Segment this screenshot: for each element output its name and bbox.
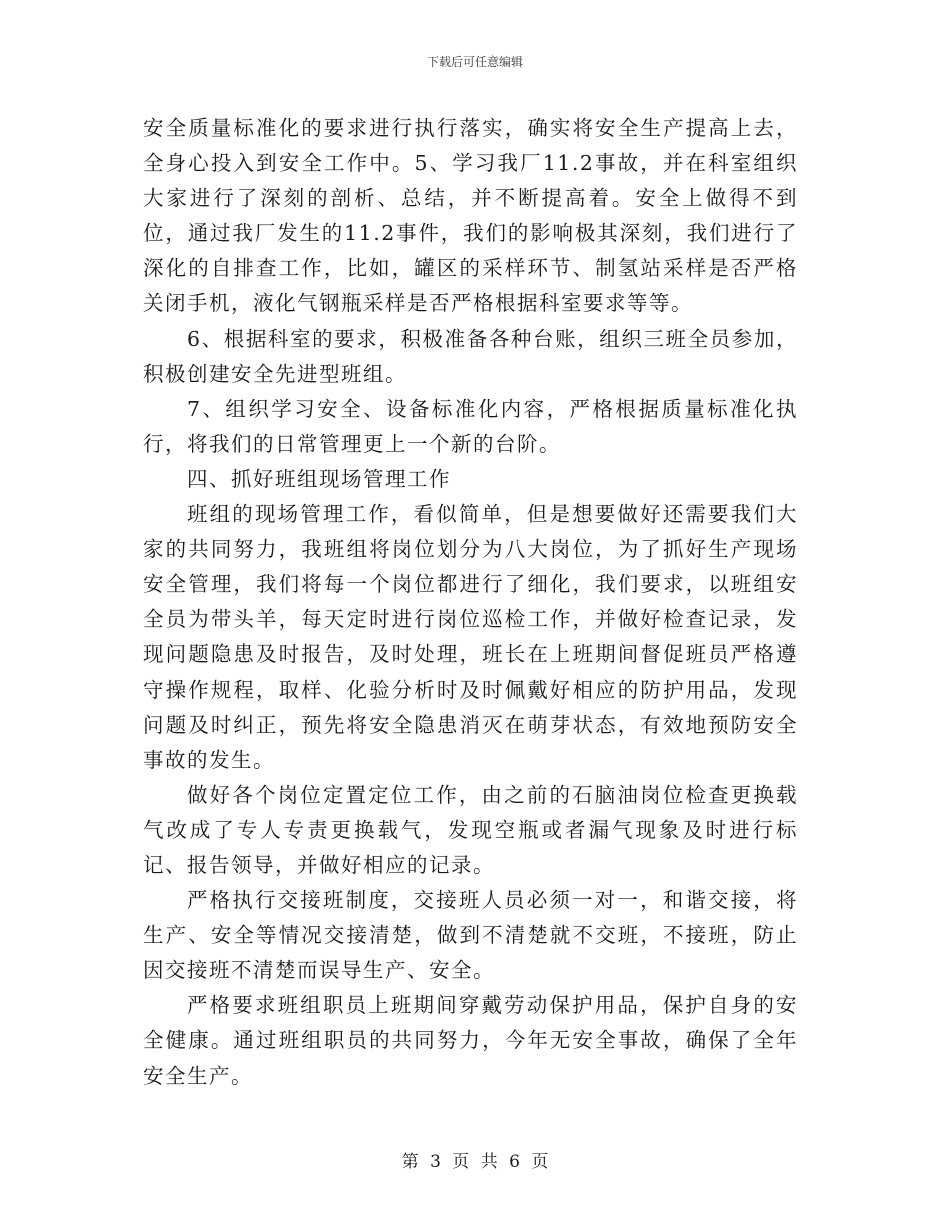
paragraph-6: 做好各个岗位定置定位工作，由之前的石脑油岗位检查更换载气改成了专人专责更换载气，发现空瓶或者漏气现象及时进行标记、报告领导，并做好相应的记录。: [143, 782, 798, 877]
paragraph-8: 严格要求班组职员上班期间穿戴劳动保护用品，保护自身的安全健康。通过班组职员的共同努力，今年无安全事故，确保了全年安全生产。: [143, 993, 798, 1088]
paragraph-1: 安全质量标准化的要求进行执行落实，确实将安全生产提高上去，全身心投入到安全工作中。5、学习我厂11.2事故，并在科室组织大家进行了深刻的剖析、总结，并不断提高着。安全上做得不到位，通过我厂发生的11.2事件，我们的影响极其深刻，我们进行了深化的自排查工作，比如，罐区的采样环节、制氢站采样是否严格关闭手机，液化气钢瓶采样是否严格根据科室要求等等。: [143, 116, 798, 316]
paragraph-7: 严格执行交接班制度，交接班人员必须一对一，和谐交接，将生产、安全等情况交接清楚，做到不清楚就不交班，不接班，防止因交接班不清楚而误导生产、安全。: [143, 888, 798, 983]
section-heading: 四、抓好班组现场管理工作: [187, 466, 451, 491]
document-body: [143, 111, 798, 1094]
paragraph-2: 6、根据科室的要求，积极准备各种台账，组织三班全员参加，积极创建安全先进型班组。: [143, 326, 798, 386]
paragraph-5: 班组的现场管理工作，看似简单，但是想要做好还需要我们大家的共同努力，我班组将岗位划分为八大岗位，为了抓好生产现场安全管理，我们将每一个岗位都进行了细化，我们要求，以班组安全员为带头羊，每天定时进行岗位巡检工作，并做好检查记录，发现问题隐患及时报告，及时处理，班长在上班期间督促班员严格遵守操作规程，取样、化验分析时及时佩戴好相应的防护用品，发现问题及时纠正，预先将安全隐患消灭在萌芽状态，有效地预防安全事故的发生。: [143, 502, 798, 772]
page-number-footer: 第 3 页 共 6 页: [401, 1152, 549, 1172]
page-header: 下载后可任意编辑: [426, 55, 523, 69]
paragraph-3: 7、组织学习安全、设备标准化内容，严格根据质量标准化执行，将我们的日常管理更上一个新的台阶。: [143, 396, 798, 456]
